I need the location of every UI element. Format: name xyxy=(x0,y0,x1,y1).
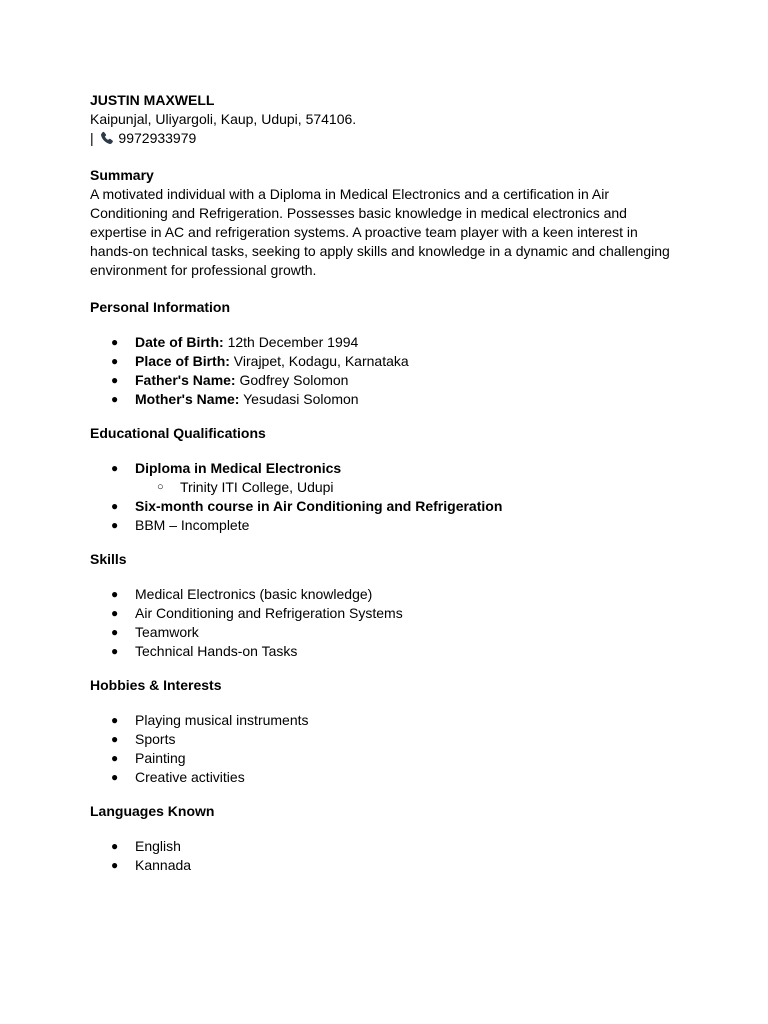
bullet-icon: ● xyxy=(111,732,119,746)
skills-list xyxy=(90,585,680,661)
bullet-icon: ● xyxy=(111,606,119,620)
personal-info-heading: Personal Information xyxy=(90,299,231,315)
bullet-icon: ● xyxy=(111,644,119,658)
bullet-icon: ● xyxy=(111,354,119,368)
bullet-icon: ● xyxy=(111,461,119,475)
bullet-icon: ● xyxy=(111,373,119,387)
list-item: ● Kannada xyxy=(111,857,192,873)
hobbies-heading: Hobbies & Interests xyxy=(90,677,222,693)
hollow-bullet-icon: ○ xyxy=(157,481,164,493)
bullet-icon: ● xyxy=(111,713,119,727)
list-item: ● Air Conditioning and Refrigeration Systems xyxy=(111,605,403,621)
list-item: ● Mother's Name: Yesudasi Solomon xyxy=(111,391,359,407)
list-item: ● Place of Birth: Virajpet, Kodagu, Karnataka xyxy=(111,353,409,369)
list-item: ● BBM – Incomplete xyxy=(111,517,250,533)
list-item: ● Teamwork xyxy=(111,624,199,640)
bullet-icon: ● xyxy=(111,499,119,513)
summary-text: A motivated individual with a Diploma in Medical Electronics and a certification in Air Conditioning and Refrigeration. Possesses basic knowledge in medical electronics and expertise in AC and refrigeration systems. A proactive team player with a keen interest in hands-on technical tasks, seeking to apply skills and knowledge in a dynamic and challenging environment for professional growth. xyxy=(90,186,670,278)
languages-list xyxy=(90,837,680,875)
summary-heading: Summary xyxy=(90,167,154,183)
contact-separator: | xyxy=(90,130,94,146)
list-item: ● Sports xyxy=(111,731,176,747)
education-heading: Educational Qualifications xyxy=(90,425,266,441)
list-item: ● Date of Birth: 12th December 1994 xyxy=(111,334,359,350)
list-item: ● Playing musical instruments xyxy=(111,712,309,728)
bullet-icon: ● xyxy=(111,518,119,532)
bullet-icon: ● xyxy=(111,392,119,406)
list-item: ● English xyxy=(111,838,181,854)
resume-page xyxy=(90,91,680,875)
education-list xyxy=(90,459,680,535)
contact-line xyxy=(90,129,680,148)
bullet-icon: ● xyxy=(111,751,119,765)
bullet-icon: ● xyxy=(111,587,119,601)
skills-heading: Skills xyxy=(90,551,127,567)
list-item: ● Six-month course in Air Conditioning and Refrigeration xyxy=(111,498,503,514)
bullet-icon: ● xyxy=(111,839,119,853)
list-item: ● Painting xyxy=(111,750,186,766)
address: Kaipunjal, Uliyargoli, Kaup, Udupi, 574106. xyxy=(90,111,357,127)
languages-heading: Languages Known xyxy=(90,803,215,819)
telephone-receiver-icon xyxy=(100,131,114,145)
phone-number: 9972933979 xyxy=(118,130,197,146)
personal-info-list xyxy=(90,333,680,409)
list-item: ● Technical Hands-on Tasks xyxy=(111,643,298,659)
list-item: ● Creative activities xyxy=(111,769,245,785)
candidate-name: JUSTIN MAXWELL xyxy=(90,92,215,108)
bullet-icon: ● xyxy=(111,858,119,872)
bullet-icon: ● xyxy=(111,335,119,349)
sub-list-item: ○ Trinity ITI College, Udupi xyxy=(157,479,334,495)
list-item: ● Father's Name: Godfrey Solomon xyxy=(111,372,349,388)
bullet-icon: ● xyxy=(111,770,119,784)
bullet-icon: ● xyxy=(111,625,119,639)
list-item: ● Medical Electronics (basic knowledge) xyxy=(111,586,373,602)
hobbies-list xyxy=(90,711,680,787)
list-item: ● Diploma in Medical Electronics xyxy=(111,460,342,476)
